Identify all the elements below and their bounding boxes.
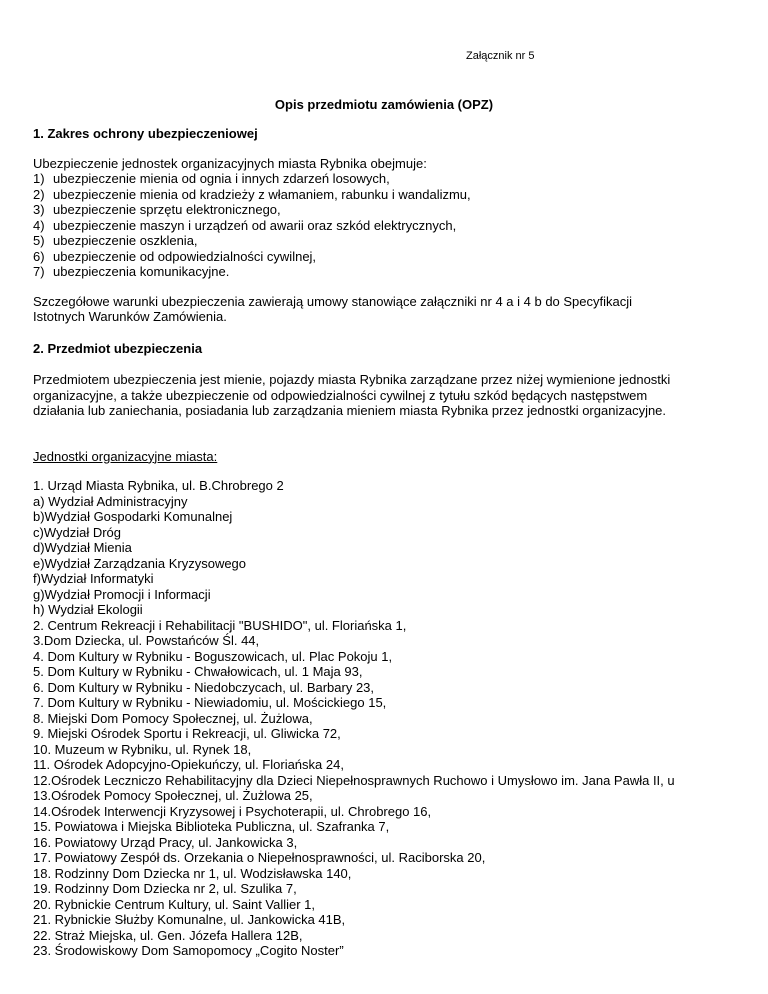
document-title: Opis przedmiotu zamówienia (OPZ): [274, 97, 494, 112]
section-1-heading: 1. Zakres ochrony ubezpieczeniowej: [33, 126, 258, 141]
annex-label: Załącznik nr 5: [466, 50, 535, 62]
unit-item: 2. Centrum Rekreacji i Rehabilitacji "BUSHIDO", ul. Floriańska 1,: [33, 617, 407, 633]
unit-item: f)Wydział Informatyki: [33, 571, 154, 586]
unit-item: 14.Ośrodek Interwencji Kryzysowej i Psychoterapii, ul. Chrobrego 16,: [33, 803, 432, 819]
unit-item: g)Wydział Promocji i Informacji: [33, 586, 211, 602]
list-item-text: ubezpieczenie mienia od ognia i innych zdarzeń losowych,: [53, 171, 390, 186]
list-item: [33, 202, 763, 218]
section-2-paragraph-line-2: organizacyjne, a także ubezpieczenie od odpowiedzialności cywilnej z tytułu szkód będących następstwem: [33, 387, 648, 403]
unit-item: 15. Powiatowa i Miejska Biblioteka Publiczna, ul. Szafranka 7,: [33, 819, 390, 834]
unit-item: 11. Ośrodek Adopcyjno-Opiekuńczy, ul. Floriańska 24,: [33, 757, 344, 772]
unit-item: 21. Rybnickie Służby Komunalne, ul. Jankowicka 41B,: [33, 912, 346, 927]
unit-item: 12.Ośrodek Leczniczo Rehabilitacyjny dla Dzieci Niepełnosprawnych Ruchowo i Umysłowo im. Jana Pawła II, u: [33, 772, 675, 788]
unit-item: 20. Rybnickie Centrum Kultury, ul. Saint Vallier 1,: [33, 896, 316, 912]
list-item-number: 5): [33, 233, 45, 248]
unit-item: 6. Dom Kultury w Rybniku - Niedobczycach, ul. Barbary 23,: [33, 679, 375, 695]
unit-item: 16. Powiatowy Urząd Pracy, ul. Jankowicka 3,: [33, 834, 298, 850]
list-item: [33, 264, 763, 280]
list-item-number: 1): [33, 171, 45, 186]
section-2-heading: 2. Przedmiot ubezpieczenia: [33, 340, 203, 356]
section-2-paragraph-line-1: Przedmiotem ubezpieczenia jest mienie, pojazdy miasta Rybnika zarządzane przez niżej wymienione jednostki: [33, 372, 671, 387]
unit-item: b)Wydział Gospodarki Komunalnej: [33, 509, 233, 524]
list-item-text: ubezpieczenie mienia od kradzieży z włamaniem, rabunku i wandalizmu,: [53, 186, 471, 202]
unit-item: e)Wydział Zarządzania Kryzysowego: [33, 555, 247, 571]
list-item-number: 6): [33, 248, 45, 264]
document-body: [33, 126, 763, 959]
unit-item: 17. Powiatowy Zespół ds. Orzekania o Niepełnosprawności, ul. Raciborska 20,: [33, 850, 486, 865]
list-item-text: ubezpieczenie sprzętu elektronicznego,: [53, 202, 281, 217]
unit-item: 7. Dom Kultury w Rybniku - Niewiadomiu, ul. Mościckiego 15,: [33, 695, 387, 710]
section-2-paragraph-line-3: działania lub zaniechania, posiadania lub zarządzania mieniem miasta Rybnika przez jednostki organizacyjne.: [33, 403, 667, 418]
unit-item: 5. Dom Kultury w Rybniku - Chwałowicach, ul. 1 Maja 93,: [33, 664, 363, 679]
list-item-number: 7): [33, 264, 45, 279]
unit-item: 4. Dom Kultury w Rybniku - Boguszowicach, ul. Plac Pokoju 1,: [33, 648, 393, 664]
unit-item: a) Wydział Administracyjny: [33, 493, 188, 509]
unit-item: 13.Ośrodek Pomocy Społecznej, ul. Żużlowa 25,: [33, 788, 313, 803]
list-item-text: ubezpieczenie maszyn i urządzeń od awarii oraz szkód elektrycznych,: [53, 217, 457, 233]
list-item-text: ubezpieczenia komunikacyjne.: [53, 264, 230, 279]
unit-item: 18. Rodzinny Dom Dziecka nr 1, ul. Wodzisławska 140,: [33, 865, 352, 881]
unit-item: 9. Miejski Ośrodek Sportu i Rekreacji, ul. Gliwicka 72,: [33, 726, 341, 741]
section-1-note-line-1: Szczegółowe warunki ubezpieczenia zawierają umowy stanowiące załączniki nr 4 a i 4 b do Specyfikacji: [33, 293, 633, 309]
unit-item: 23. Środowiskowy Dom Samopomocy „Cogito Noster”: [33, 943, 344, 958]
section-1-intro: Ubezpieczenie jednostek organizacyjnych miasta Rybnika obejmuje:: [33, 155, 427, 171]
unit-item: 22. Straż Miejska, ul. Gen. Józefa Hallera 12B,: [33, 927, 303, 943]
list-item-text: ubezpieczenie od odpowiedzialności cywilnej,: [53, 248, 317, 264]
unit-item: c)Wydział Dróg: [33, 524, 122, 540]
section-1-note-line-2: Istotnych Warunków Zamówienia.: [33, 309, 227, 324]
list-item: [33, 249, 763, 265]
units-heading: Jednostki organizacyjne miasta:: [33, 448, 218, 464]
list-item-number: 3): [33, 202, 45, 217]
list-item-number: 2): [33, 186, 45, 202]
list-item: [33, 233, 763, 249]
unit-item: 10. Muzeum w Rybniku, ul. Rynek 18,: [33, 741, 252, 757]
unit-item: h) Wydział Ekologii: [33, 602, 143, 617]
list-item: [33, 171, 763, 187]
unit-item: 3.Dom Dziecka, ul. Powstańców Śl. 44,: [33, 633, 260, 648]
coverage-list: [33, 171, 763, 280]
list-item: [33, 218, 763, 234]
list-item-number: 4): [33, 217, 45, 233]
units-list: [33, 478, 763, 959]
unit-item: d)Wydział Mienia: [33, 540, 132, 555]
unit-item: 19. Rodzinny Dom Dziecka nr 2, ul. Szulika 7,: [33, 881, 297, 896]
list-item: [33, 187, 763, 203]
unit-item: 1. Urząd Miasta Rybnika, ul. B.Chrobrego 2: [33, 478, 284, 493]
list-item-text: ubezpieczenie oszklenia,: [53, 233, 198, 248]
unit-item: 8. Miejski Dom Pomocy Społecznej, ul. Żużlowa,: [33, 710, 313, 726]
